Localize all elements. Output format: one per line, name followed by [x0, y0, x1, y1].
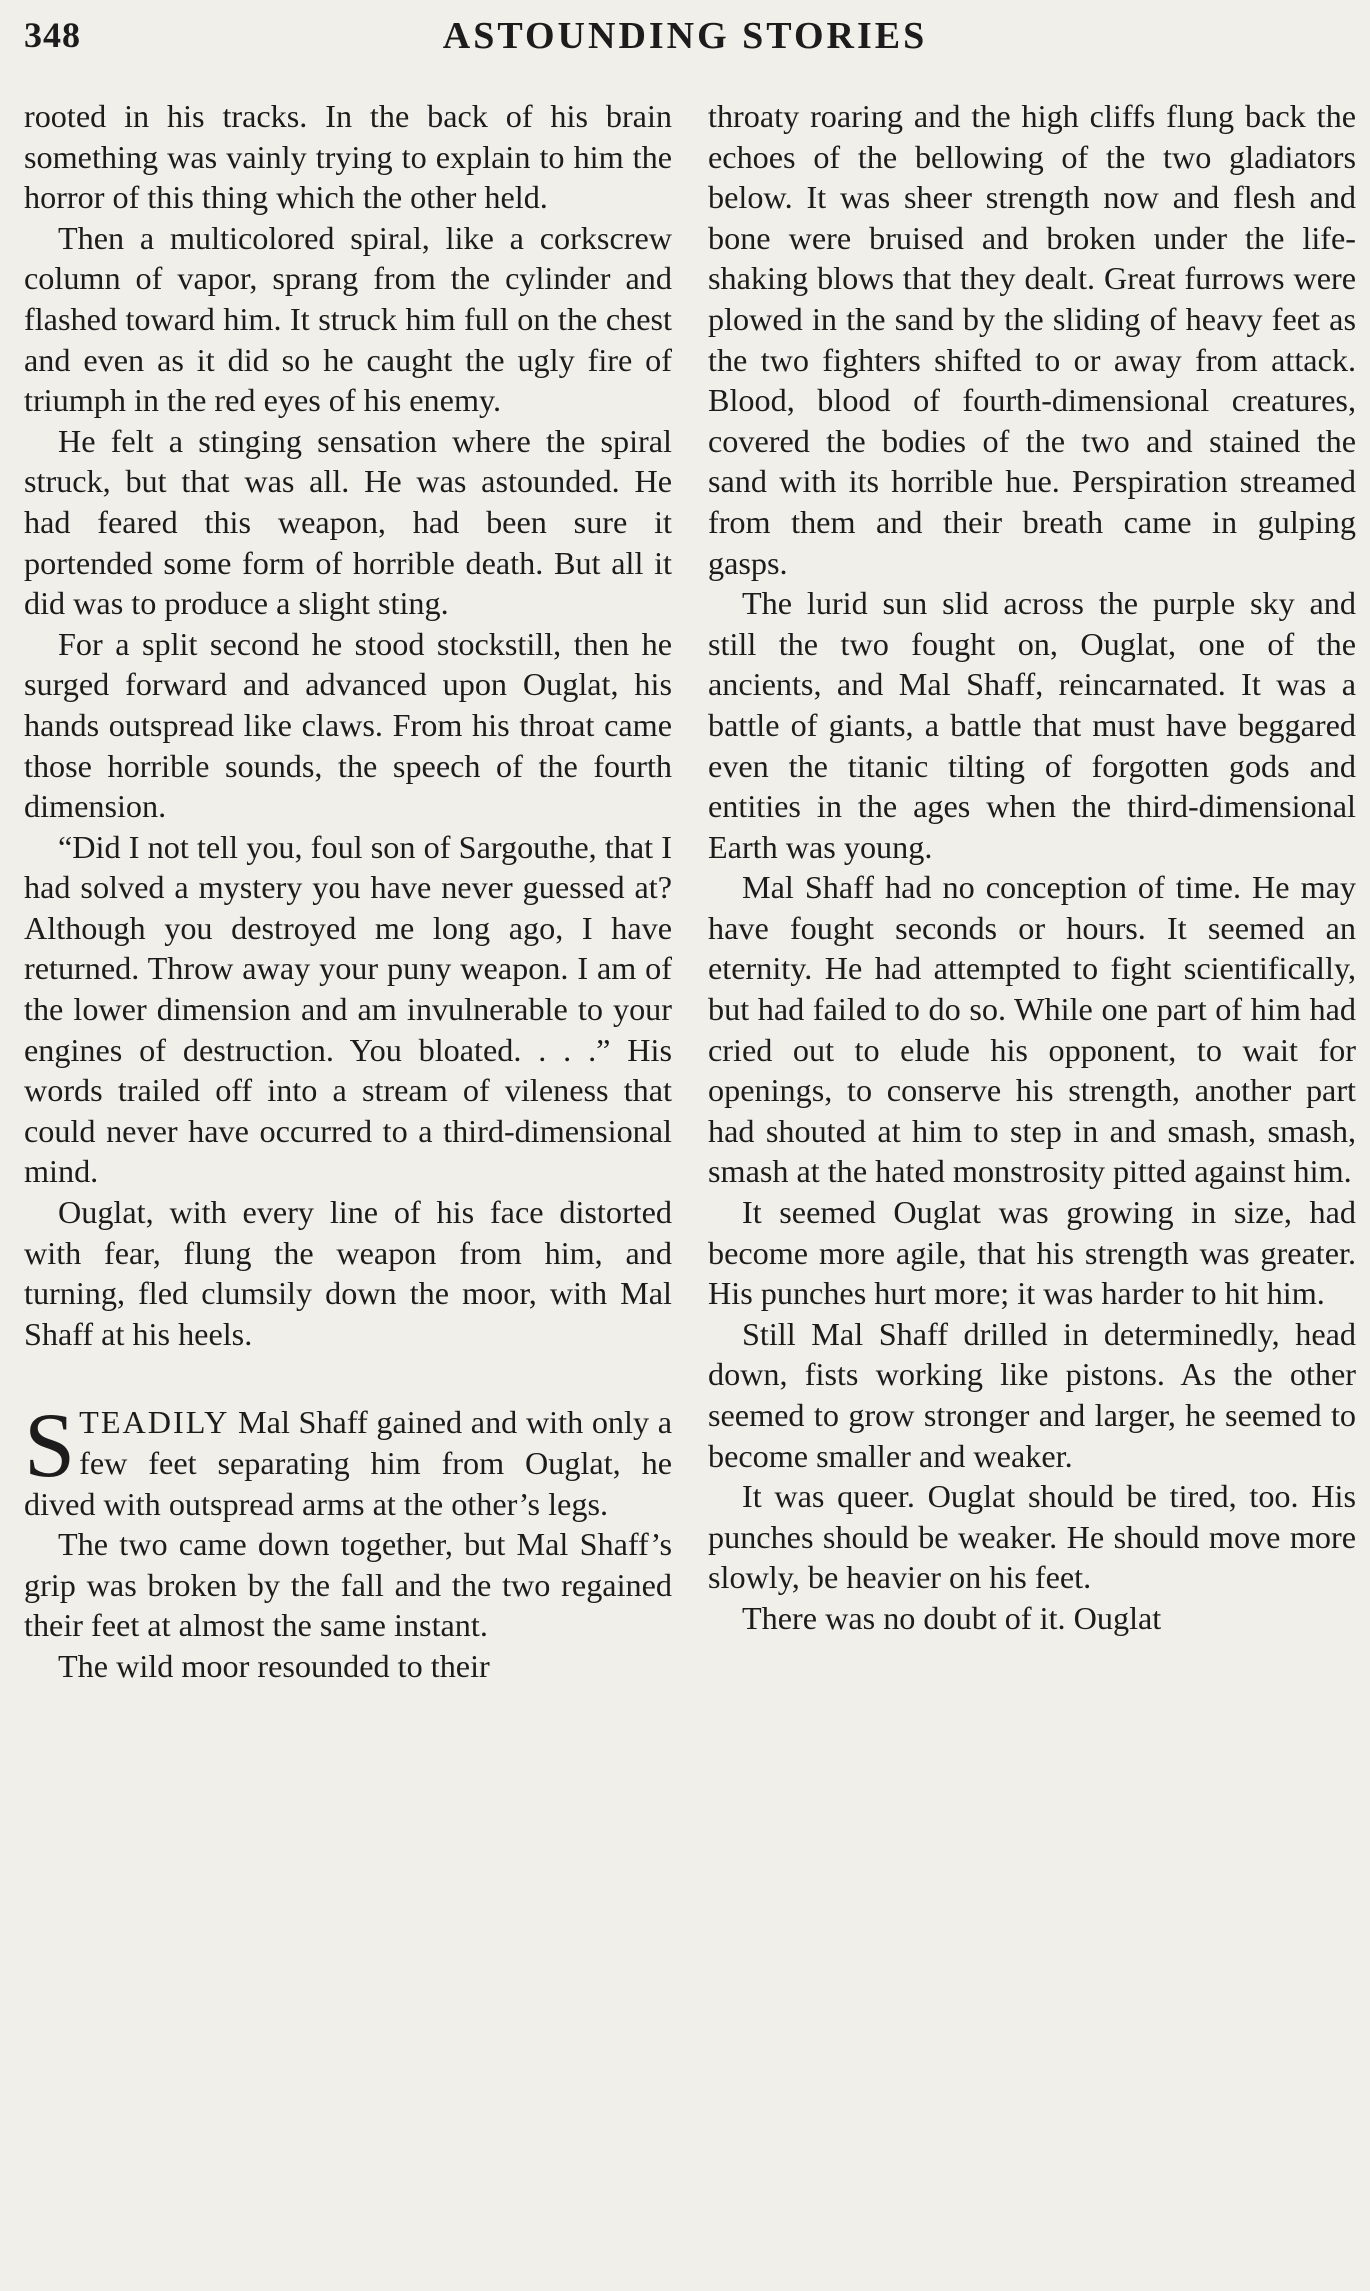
paragraph: The wild moor resounded to their: [58, 1647, 490, 1684]
drop-cap: S: [24, 1394, 76, 1497]
paragraph: Ouglat, with every line of his face distorted with fear, flung the weapon from him, and turning, fled clumsily down the moor, with Mal Shaff at his heels.: [24, 1194, 672, 1352]
paragraph: It was queer. Ouglat should be tired, too. His punches should be weaker. He should move more slowly, be heavier on his feet.: [708, 1478, 1356, 1596]
paragraph: The lurid sun slid across the purple sky and still the two fought on, Ouglat, one of the ancients, and Mal Shaff, reincarnated. It was a battle of giants, a battle that must have beggared even the titanic tilting of forgotten gods and entities in the ages when the third-dimensional Earth was young.: [708, 585, 1356, 865]
paragraph: It seemed Ouglat was growing in size, had become more agile, that his strength was greater. His punches hurt more; it was harder to hit him.: [708, 1194, 1356, 1312]
page-number: 348: [24, 15, 81, 55]
running-head: ASTOUNDING STORIES: [442, 15, 928, 57]
section-break: [24, 1354, 672, 1402]
paragraph: For a split second he stood stockstill, then he surged forward and advanced upon Ouglat, his hands outspread like claws. From his throat came those horrible sounds, the speech of the fourth dimension.: [24, 625, 672, 825]
paragraph-dropcap: [24, 1394, 672, 1524]
left-column: [24, 96, 672, 1687]
paragraph: Still Mal Shaff drilled in determinedly, head down, fists working like pistons. As the other seemed to grow stronger and larger, he seemed to become smaller and weaker.: [708, 1315, 1356, 1474]
right-column: [708, 96, 1356, 1639]
paragraph-text: Mal Shaff gained and with only a few feet separating him from Ouglat, he dived with outspread arms at the other’s legs.: [24, 1404, 672, 1522]
paragraph: rooted in his tracks. In the back of his brain something was vainly trying to explain to him the horror of this thing which the other held.: [24, 98, 672, 216]
paragraph: Mal Shaff had no conception of time. He may have fought seconds or hours. It seemed an eternity. He had attempted to fight scientifically, but had failed to do so. While one part of him had cried out to elude his opponent, to wait for openings, to conserve his strength, another part had shouted at him to step in and smash, smash, smash at the hated monstrosity pitted against him.: [708, 869, 1356, 1190]
paragraph: “Did I not tell you, foul son of Sargouthe, that I had solved a mystery you have never guessed at? Although you destroyed me long ago, I have returned. Throw away your puny weapon. I am of the lower dimension and am invulnerable to your engines of destruction. You bloated. . . .” His words trailed off into a stream of vileness that could never have occurred to a third-dimensional mind.: [24, 828, 672, 1190]
paragraph: The two came down together, but Mal Shaff’s grip was broken by the fall and the two regained their feet at almost the same instant.: [24, 1526, 672, 1644]
paragraph: throaty roaring and the high cliffs flung back the echoes of the bellowing of the two gladiators below. It was sheer strength now and flesh and bone were bruised and broken under the life-shaking blows that they dealt. Great furrows were plowed in the sand by the sliding of heavy feet as the two fighters shifted to or away from attack. Blood, blood of fourth-dimensional creatures, covered the bodies of the two and stained the sand with its horrible hue. Perspiration streamed from them and their breath came in gulping gasps.: [708, 98, 1356, 581]
paragraph: There was no doubt of it. Ouglat: [742, 1599, 1162, 1636]
lead-in: TEADILY: [79, 1404, 230, 1441]
paragraph: He felt a stinging sensation where the spiral struck, but that was all. He was astounded. He had feared this weapon, had been sure it portended some form of horrible death. But all it did was to produce a slight sting.: [24, 422, 672, 622]
paragraph: Then a multicolored spiral, like a corkscrew column of vapor, sprang from the cylinder and flashed toward him. It struck him full on the chest and even as it did so he caught the ugly fire of triumph in the red eyes of his enemy.: [24, 219, 672, 419]
